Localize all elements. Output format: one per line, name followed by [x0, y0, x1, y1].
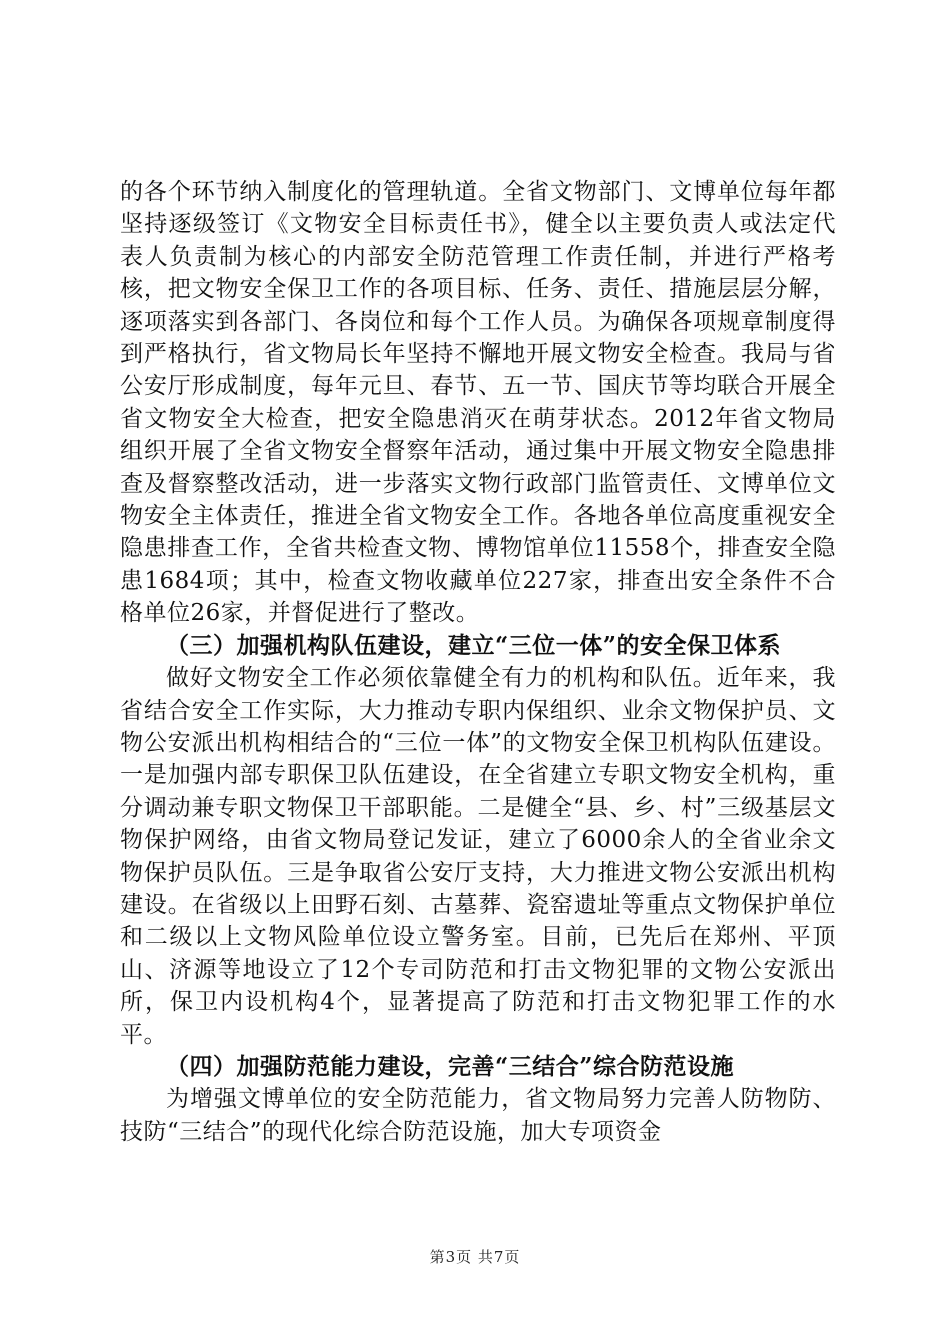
section-heading-3: （三）加强机构队伍建设，建立“三位一体”的安全保卫体系	[166, 631, 781, 659]
body-paragraph-1: 的各个环节纳入制度化的管理轨道。全省文物部门、文博单位每年都坚持逐级签订《文物安全目标责任书》，健全以主要负责人或法定代表人负责制为核心的内部安全防范管理工作责任制，并进行严格考核，把文物安全保卫工作的各项目标、任务、责任、措施层层分解，逐项落实到各部门、各岗位和每个工作人员。为确保各项规章制度得到严格执行，省文物局长年坚持不懈地开展文物安全检查。我局与省公安厅形成制度，每年元旦、春节、五一节、国庆节等均联合开展全省文物安全大检查，把安全隐患消灭在萌芽状态。2012年省文物局组织开展了全省文物安全督察年活动，通过集中开展文物安全隐患排查及督察整改活动，进一步落实文物行政部门监管责任、文博单位文物安全主体责任，推进全省文物安全工作。各地各单位高度重视安全隐患排查工作，全省共检查文物、博物馆单位11558个，排查安全隐患1684项；其中，检查文物收藏单位227家，排查出安全条件不合格单位26家，并督促进行了整改。	[120, 179, 836, 627]
body-paragraph-3: 为增强文博单位的安全防范能力，省文物局努力完善人防物防、技防“三结合”的现代化综合防范设施，加大专项资金	[120, 1086, 836, 1145]
body-paragraph-2: 做好文物安全工作必须依靠健全有力的机构和队伍。近年来，我省结合安全工作实际，大力推动专职内保组织、业余文物保护员、文物公安派出机构相结合的“三位一体”的文物安全保卫机构队伍建设。一是加强内部专职保卫队伍建设，在全省建立专职文物安全机构，重分调动兼专职文物保卫干部职能。二是健全“县、乡、村”三级基层文物保护网络，由省文物局登记发证，建立了6000余人的全省业余文物保护员队伍。三是争取省公安厅支持，大力推进文物公安派出机构建设。在省级以上田野石刻、古墓葬、瓷窑遗址等重点文物保护单位和二级以上文物风险单位设立警务室。目前，已先后在郑州、平顶山、济源等地设立了12个专司防范和打击文物犯罪的文物公安派出所，保卫内设机构4个，显著提高了防范和打击文物犯罪工作的水平。	[120, 665, 836, 1048]
page-number-footer: 第3页 共7页	[429, 1248, 521, 1266]
document-body	[120, 176, 836, 1148]
section-heading-4: （四）加强防范能力建设，完善“三结合”综合防范设施	[166, 1052, 734, 1080]
